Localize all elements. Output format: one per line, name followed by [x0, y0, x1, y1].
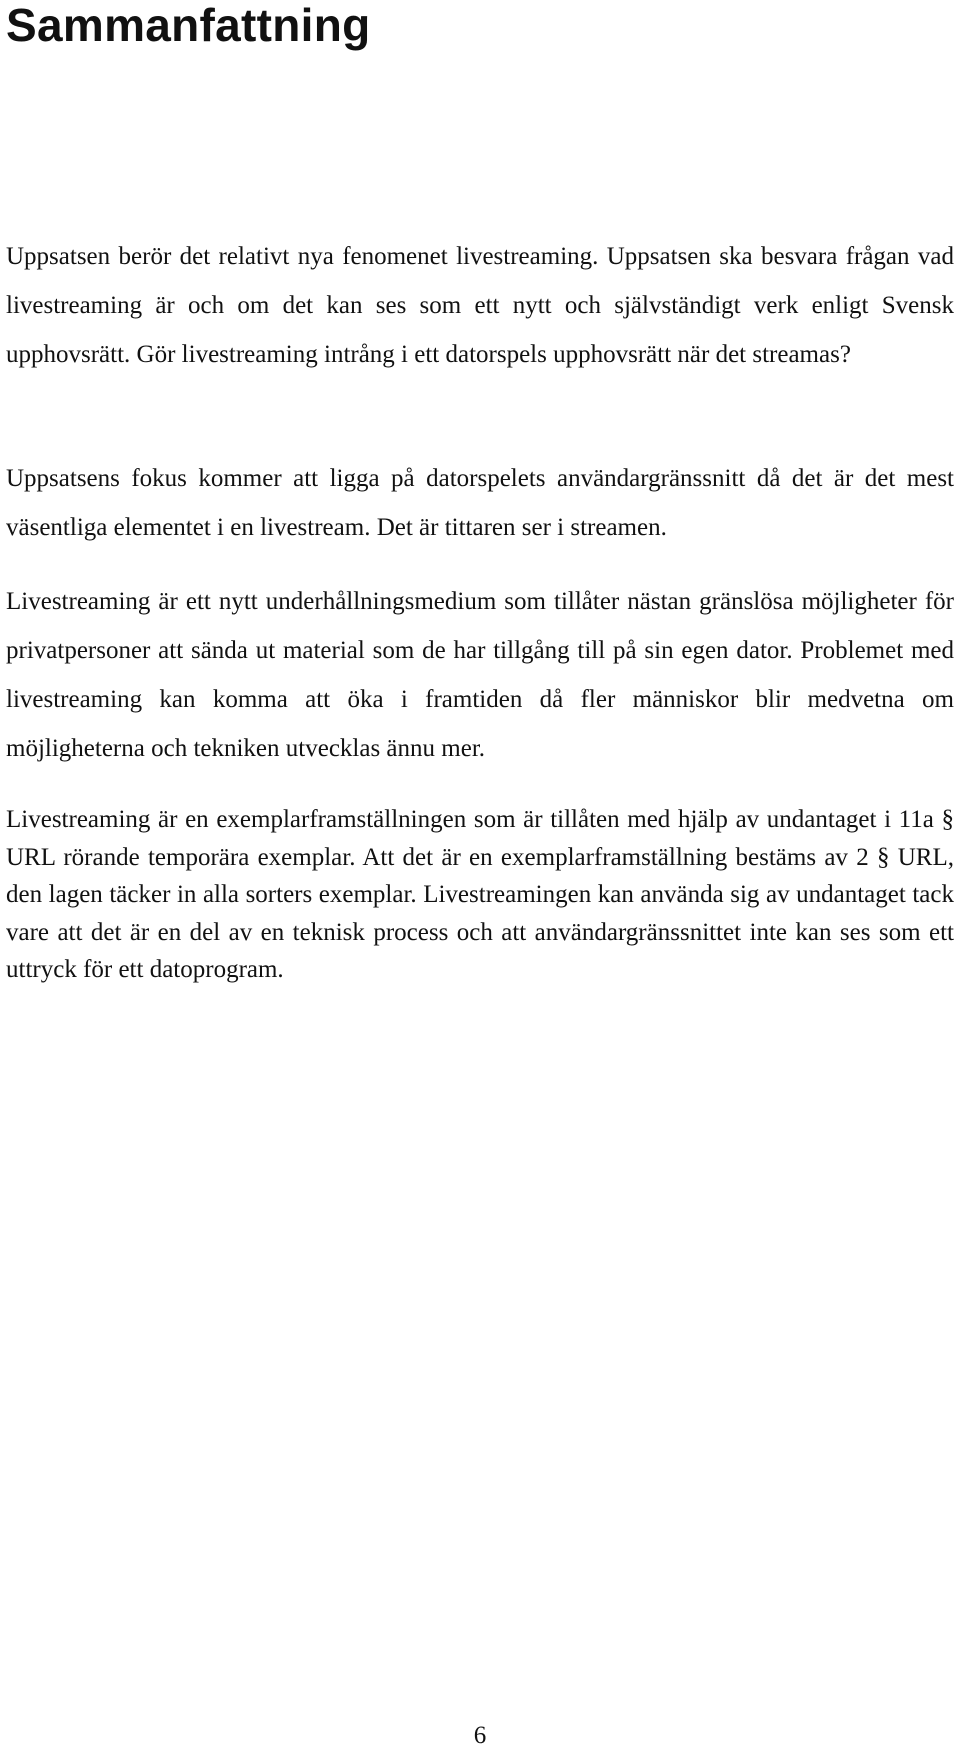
- summary-paragraph-3: Livestreaming är ett nytt underhållningsmedium som tillåter nästan gränslösa möjligheter för privatpersoner att sända ut material som de har tillgång till på sin egen dator. Problemet med livestreaming kan komma att öka i framtiden då fler människor blir medvetna om möjligheterna och tekniken utvecklas ännu mer.: [6, 588, 954, 762]
- page-number: 6: [473, 1722, 487, 1749]
- summary-paragraph-4: Livestreaming är en exemplarframställningen som är tillåten med hjälp av undantaget i 11a § URL rörande temporära exemplar. Att det är en exemplarframställning bestäms av 2 § URL, den lagen täcker in alla sorters exemplar. Livestreamingen kan använda sig av undantaget tack vare att det är en del av en teknisk process och att användargränssnittet inte kan ses som ett uttryck för ett datoprogram.: [6, 806, 954, 984]
- summary-paragraph-2: Uppsatsens fokus kommer att ligga på datorspelets användargränssnitt då det är det mest väsentliga elementet i en livestream. Det är tittaren ser i streamen.: [6, 465, 954, 541]
- summary-paragraph-1: Uppsatsen berör det relativt nya fenomenet livestreaming. Uppsatsen ska besvara frågan vad livestreaming är och om det kan ses som ett nytt och självständigt verk enligt Svensk upphovsrätt. Gör livestreaming intrång i ett datorspels upphovsrätt när det streamas?: [6, 243, 954, 368]
- page-title: Sammanfattning: [6, 0, 371, 51]
